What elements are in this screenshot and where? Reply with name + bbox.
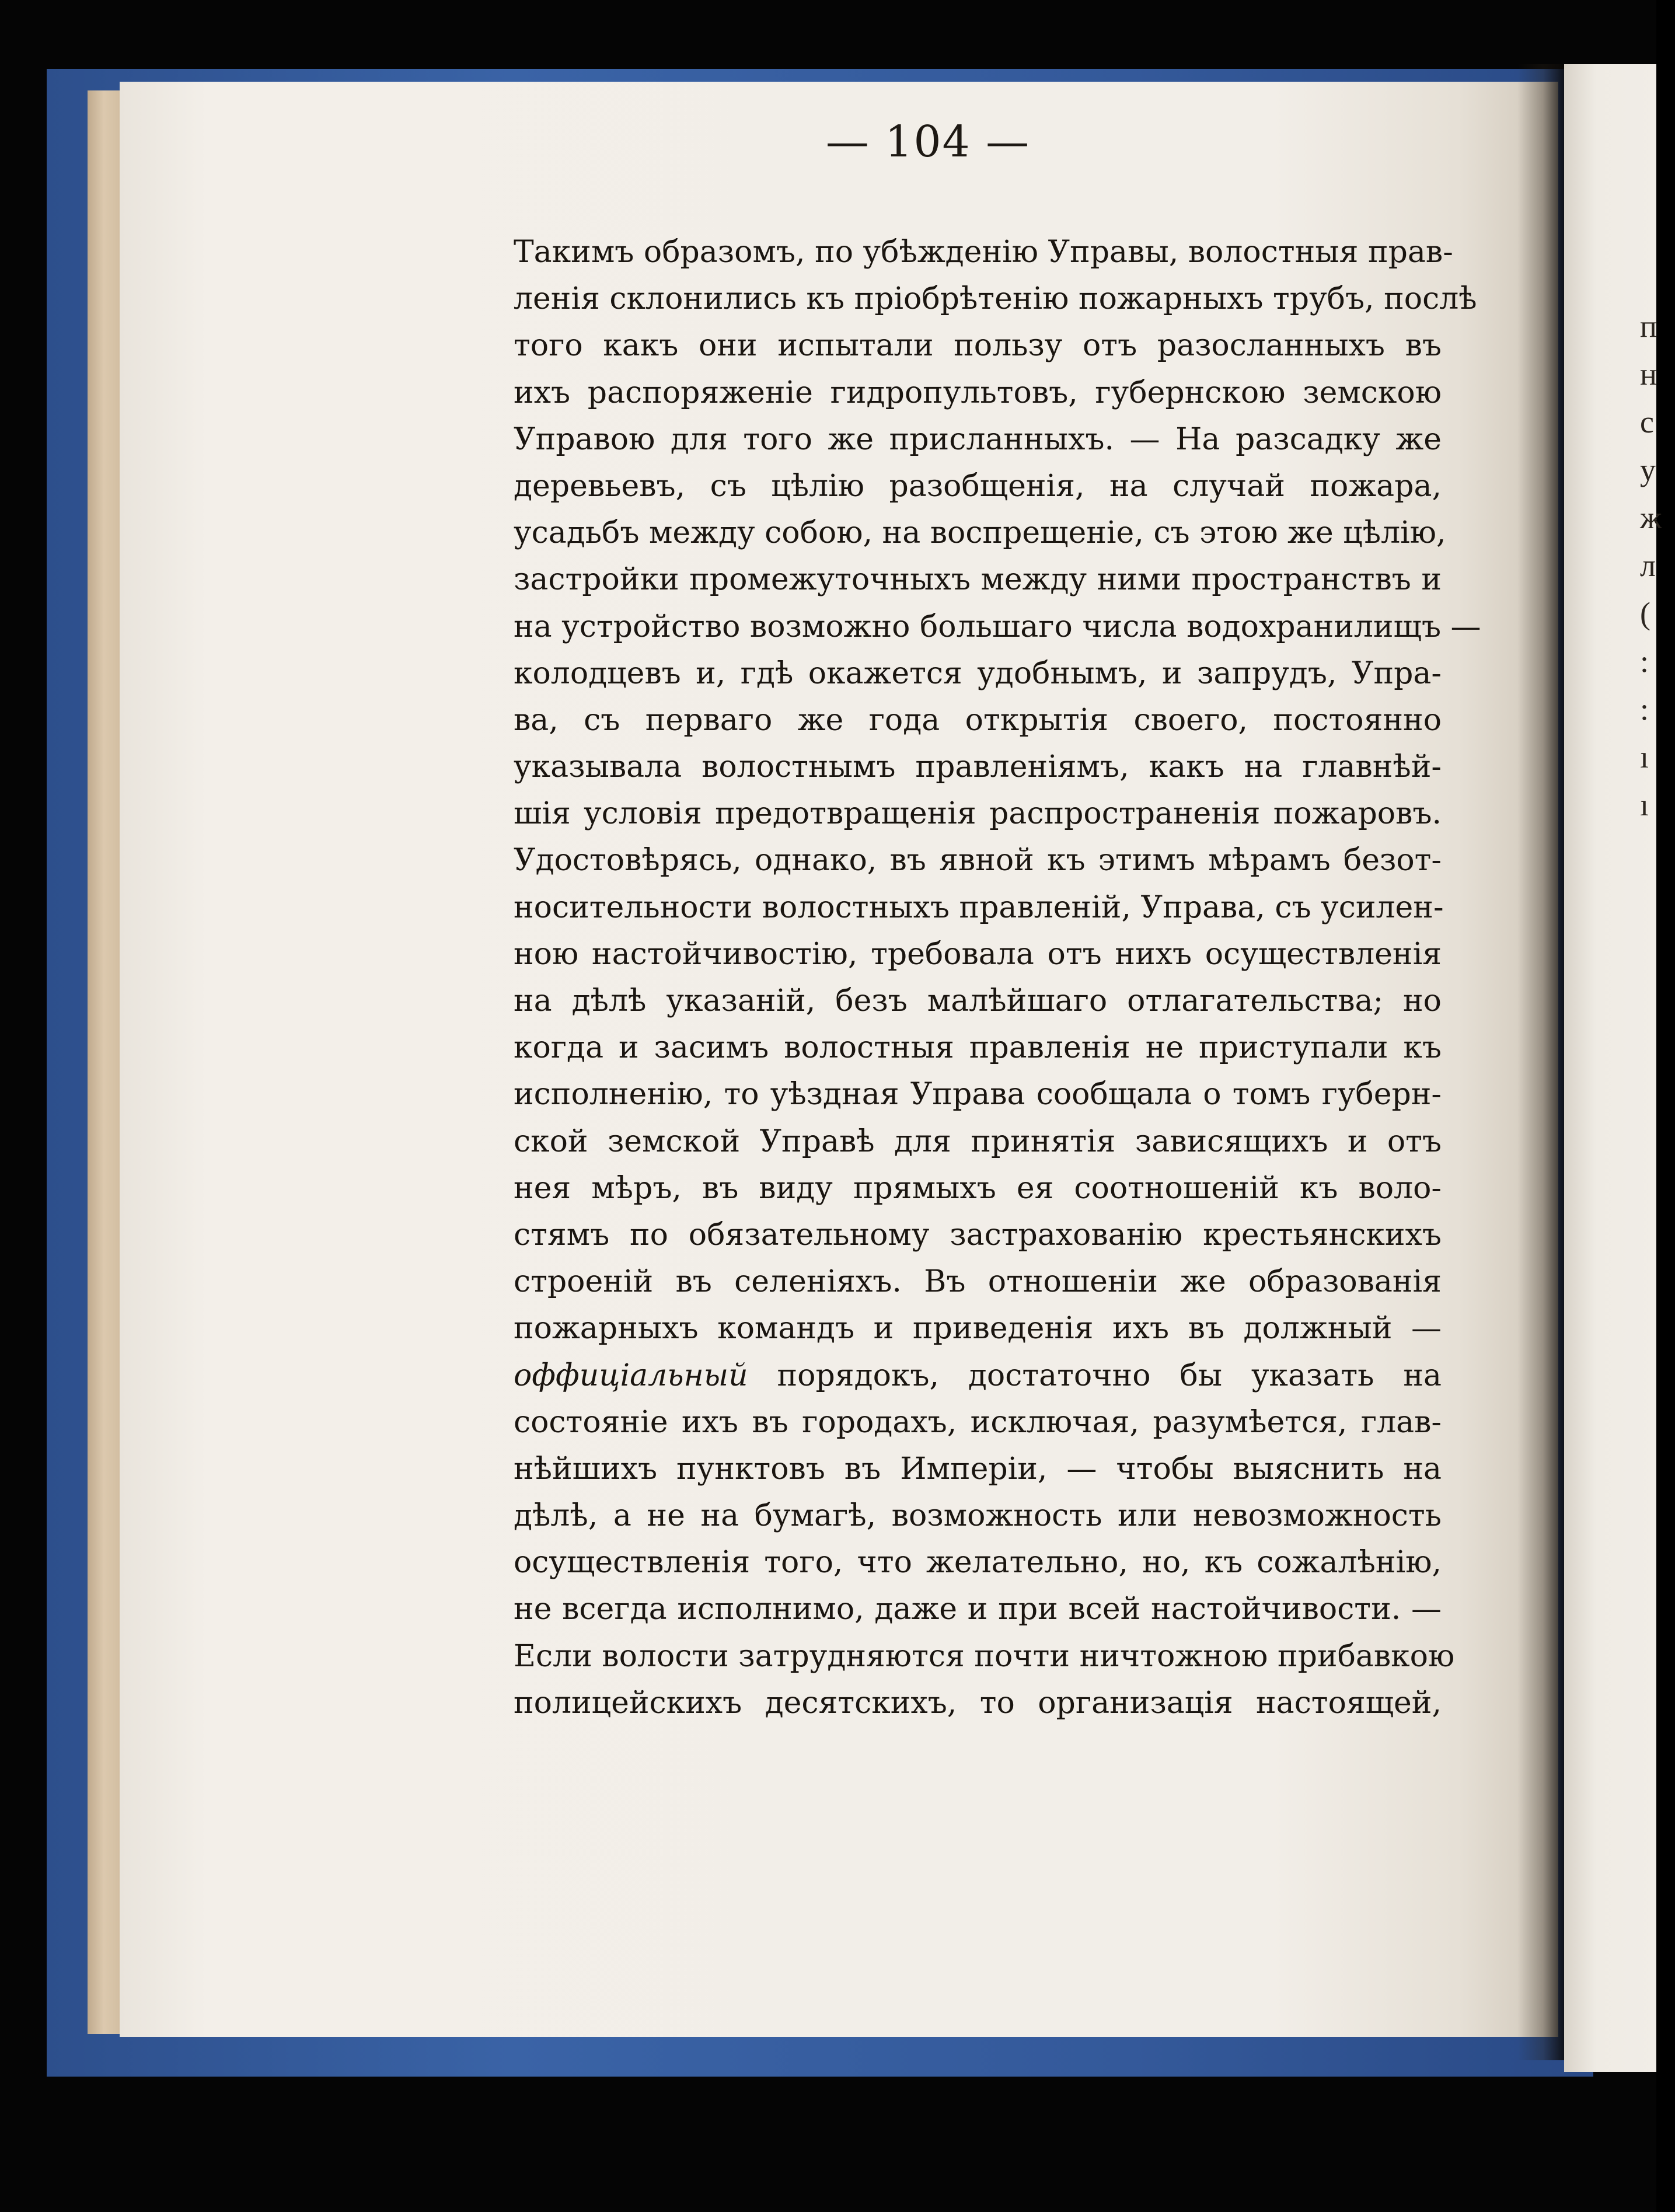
text-line: ихъ распоряженіе гидропультовъ, губернскою земскою xyxy=(514,375,1442,410)
facing-page-letter: ( xyxy=(1640,596,1650,631)
text-line: ленія склонились къ пріобрѣтенію пожарныхъ трубъ, послѣ xyxy=(514,281,1477,317)
text-line: ною настойчивостію, требовала отъ нихъ осуществленія xyxy=(514,936,1442,972)
facing-page-letter: л xyxy=(1640,548,1656,583)
text-line: не всегда исполнимо, даже и при всей настойчивости. — xyxy=(514,1592,1442,1627)
text-line: шія условія предотвращенія распространенія пожаровъ. xyxy=(514,796,1442,832)
text-line: Такимъ образомъ, по убѣжденію Управы, волостныя прав- xyxy=(514,235,1453,270)
text-line: пожарныхъ командъ и приведенія ихъ въ должный — xyxy=(514,1311,1442,1346)
text-line: деревьевъ, съ цѣлію разобщенія, на случай пожара, xyxy=(514,468,1442,504)
facing-page-letter: : xyxy=(1640,692,1649,727)
facing-page-letter: п xyxy=(1640,309,1657,344)
facing-page-letter: ж xyxy=(1640,500,1662,535)
book-gutter-shadow xyxy=(1517,64,1564,2060)
text-line: осуществленія того, что желательно, но, къ сожалѣнію, xyxy=(514,1545,1442,1581)
text-line: носительности волостныхъ правленій, Управа, съ усилен- xyxy=(514,889,1444,925)
facing-page-letter: ı xyxy=(1640,739,1649,774)
text-line: застройки промежуточныхъ между ними пространствъ и xyxy=(514,562,1442,598)
text-line: указывала волостнымъ правленіямъ, какъ на главнѣй- xyxy=(514,749,1442,785)
text-line: исполненію, то уѣздная Управа сообщала о томъ губерн- xyxy=(514,1077,1442,1112)
text-line-with-italic xyxy=(514,1352,1442,1399)
facing-page-letter: с xyxy=(1640,404,1654,439)
text-line: нея мѣръ, въ виду прямыхъ ея соотношеній къ воло- xyxy=(514,1170,1442,1206)
text-line: на дѣлѣ указаній, безъ малѣйшаго отлагательства; но xyxy=(514,983,1442,1018)
facing-page-letter: ı xyxy=(1640,787,1649,822)
body-text xyxy=(514,229,1481,1726)
text-line: ва, съ перваго же года открытія своего, постоянно xyxy=(514,702,1442,738)
facing-page-text-fragment xyxy=(1640,302,1675,829)
text-line: того какъ они испытали пользу отъ разосланныхъ въ xyxy=(514,328,1442,364)
text-line: когда и засимъ волостныя правленія не приступали къ xyxy=(514,1030,1442,1066)
text-line: строеній въ селеніяхъ. Въ отношеніи же образованія xyxy=(514,1264,1442,1300)
italic-word: оффиціальный xyxy=(514,1358,748,1393)
text-line: на устройство возможно большаго числа водохранилищъ — xyxy=(514,609,1481,644)
text-line: колодцевъ и, гдѣ окажется удобнымъ, и запрудъ, Упра- xyxy=(514,655,1442,691)
facing-page-letter: у xyxy=(1640,452,1656,487)
text-line: Если волости затрудняются почти ничтожною прибавкою xyxy=(514,1638,1455,1674)
text-line: полицейскихъ десятскихъ, то организація настоящей, xyxy=(514,1685,1442,1721)
text-line: усадьбъ между собою, на воспрещеніе, съ этою же цѣлію, xyxy=(514,515,1446,551)
facing-page-letter: н xyxy=(1640,357,1657,392)
text-line: состояніе ихъ въ городахъ, исключая, разумѣется, глав- xyxy=(514,1404,1442,1440)
line-remainder: порядокъ, достаточно бы указать на xyxy=(777,1358,1442,1393)
text-line: нѣйшихъ пунктовъ въ Имперіи, — чтобы выяснить на xyxy=(514,1451,1442,1487)
facing-page-fragment xyxy=(1564,64,1662,2072)
text-line: стямъ по обязательному застрахованію крестьянскихъ xyxy=(514,1217,1442,1252)
facing-page-letter: : xyxy=(1640,644,1649,679)
text-line: дѣлѣ, а не на бумагѣ, возможность или невозможность xyxy=(514,1498,1442,1534)
page-number: — 104 — xyxy=(825,117,1031,167)
text-line: ской земской Управѣ для принятія зависящихъ и отъ xyxy=(514,1124,1442,1159)
text-line: Удостовѣрясь, однако, въ явной къ этимъ мѣрамъ безот- xyxy=(514,843,1442,878)
text-line: Управою для того же присланныхъ. — На разсадку же xyxy=(514,421,1442,457)
